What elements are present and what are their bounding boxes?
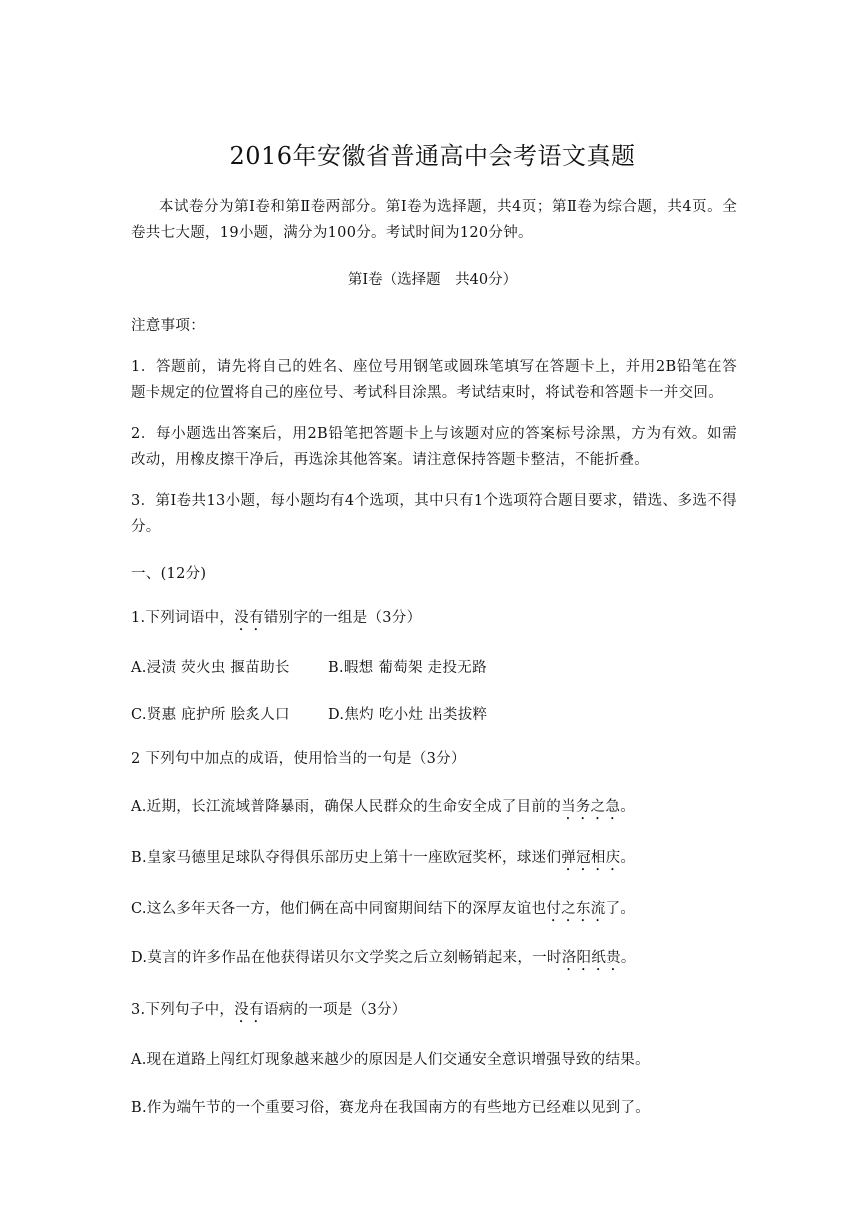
q2-option-b-pre: B.皇家马德里足球队夺得俱乐部历史上第十一座欧冠奖杯，球迷们 [131, 850, 562, 866]
q2-option-c-idiom: 付之东流 [546, 901, 606, 917]
q1-option-a: A.浸渍 荧火虫 揠苗助长 [131, 660, 290, 676]
q3-option-a: A.现在道路上闯红灯现象越来越少的原因是人们交通安全意识增强导致的结果。 [131, 1052, 650, 1068]
notice-1: 1．答题前，请先将自己的姓名、座位号用钢笔或圆珠笔填写在答题卡上，并用2B铅笔在答题卡规定的位置将自己的座位号、考试科目涂黑。考试结束时，将试卷和答题卡一并交回。 [131, 359, 737, 401]
question-1-options-ab [131, 656, 487, 677]
question-3-stem [131, 998, 407, 1026]
page-title: 2016年安徽省普通高中会考语文真题 [229, 142, 636, 170]
q2-option-a-idiom: 当务之急 [561, 799, 621, 815]
intro-paragraph: 本试卷分为第Ⅰ卷和第Ⅱ卷两部分。第Ⅰ卷为选择题，共4页；第Ⅱ卷为综合题，共4页。全卷共七大题，19小题，满分为100分。考试时间为120分钟。 [131, 199, 737, 241]
q2-option-c [131, 897, 635, 925]
q2-option-b [131, 846, 635, 874]
q2-option-d-post: 。 [620, 950, 636, 966]
notice-3: 3．第Ⅰ卷共13小题，每小题均有4个选项，其中只有1个选项符合题目要求，错选、多选不得分。 [131, 493, 737, 535]
q3-stem-pre: 3.下列句子中， [131, 1002, 235, 1018]
section-heading: 第Ⅰ卷（选择题 共40分） [347, 272, 518, 288]
q3-stem-post: 语病的一项是（3分） [263, 1002, 407, 1018]
q2-option-a-pre: A.近期，长江流域普降暴雨，确保人民群众的生命安全成了目前的 [131, 799, 562, 815]
q1-option-b: B.暇想 葡萄架 走投无路 [328, 660, 487, 676]
part-one-heading: 一、(12分) [131, 566, 207, 582]
q1-stem-emphasis: 没有 [234, 610, 264, 626]
q2-option-d-idiom: 洛阳纸贵 [561, 950, 621, 966]
notice-heading: 注意事项： [131, 318, 205, 334]
q2-option-a [131, 795, 635, 823]
q1-option-d: D.焦灼 吃小灶 出类拔粹 [328, 707, 488, 723]
question-2-stem: 2 下列句中加点的成语，使用恰当的一句是（3分） [131, 751, 466, 767]
q2-option-c-post: 了。 [605, 901, 636, 917]
q2-option-d [131, 946, 636, 974]
q2-option-a-post: 。 [620, 799, 636, 815]
question-1-options-cd [131, 703, 487, 724]
q2-option-b-post: 。 [620, 850, 636, 866]
q2-option-b-idiom: 弹冠相庆 [561, 850, 621, 866]
q3-stem-emphasis: 没有 [234, 1002, 264, 1018]
q1-option-c: C.贤惠 庇护所 脍炙人口 [131, 707, 290, 723]
notice-2: 2．每小题选出答案后，用2B铅笔把答题卡上与该题对应的答案标号涂黑，方为有效。如需改动，用橡皮擦干净后，再选涂其他答案。请注意保持答题卡整洁，不能折叠。 [131, 426, 737, 468]
q2-option-c-pre: C.这么多年天各一方，他们俩在高中同窗期间结下的深厚友谊也 [131, 901, 547, 917]
q1-stem-pre: 1.下列词语中， [131, 610, 235, 626]
q1-stem-post: 错别字的一组是（3分） [263, 610, 422, 626]
q2-option-d-pre: D.莫言的许多作品在他获得诺贝尔文学奖之后立刻畅销起来，一时 [131, 950, 562, 966]
q3-option-b: B.作为端午节的一个重要习俗，赛龙舟在我国南方的有些地方已经难以见到了。 [131, 1100, 651, 1116]
question-1-stem [131, 606, 421, 634]
